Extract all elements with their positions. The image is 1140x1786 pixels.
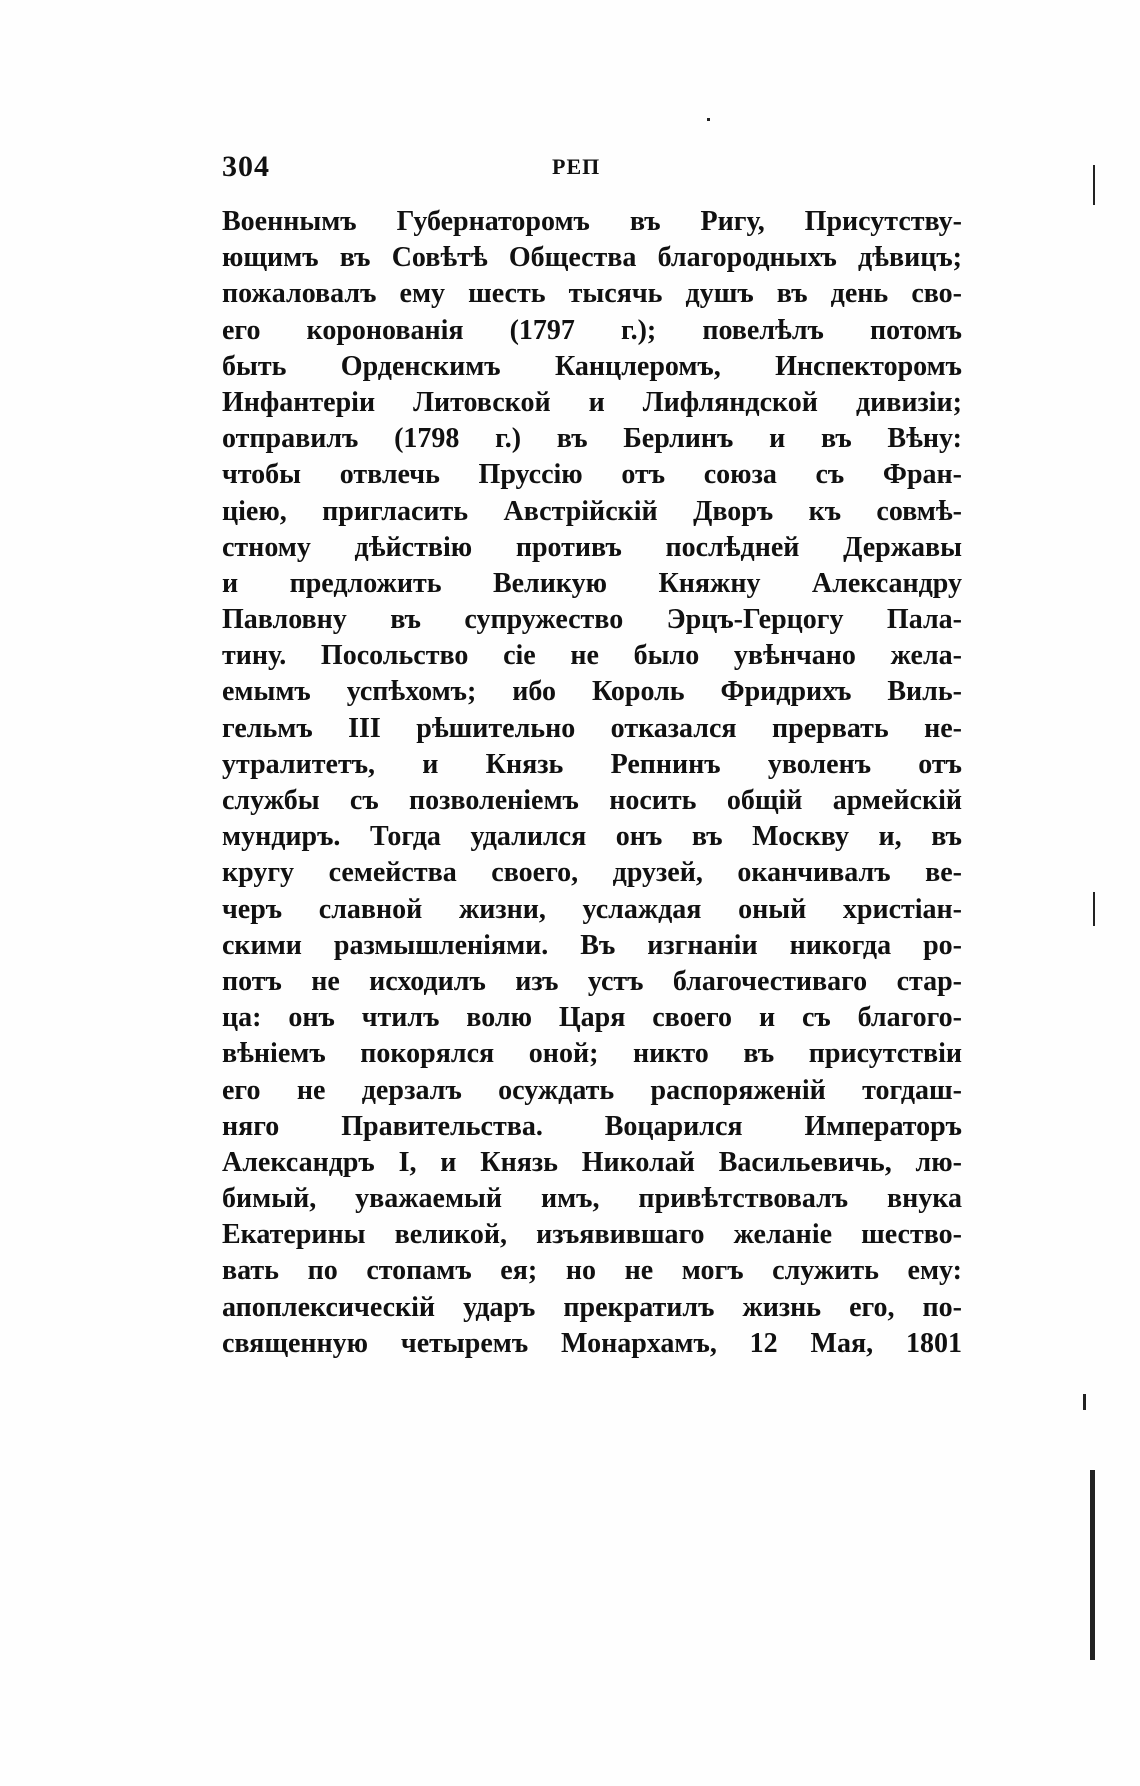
text-line: апоплексическій ударъ прекратилъ жизнь его, по- bbox=[222, 1291, 962, 1323]
page-header bbox=[222, 150, 962, 194]
text-line: и предложить Великую Княжну Александру bbox=[222, 567, 962, 599]
text-line: ца: онъ чтилъ волю Царя своего и съ благого- bbox=[222, 1002, 962, 1034]
text-line: тину. Посольство сіе не было увѣнчано жела- bbox=[222, 640, 962, 672]
text-line: мундиръ. Тогда удалился онъ въ Москву и, въ bbox=[222, 821, 962, 853]
text-line: службы съ позволеніемъ носить общій армейскій bbox=[222, 785, 962, 816]
scan-artifact-mark bbox=[1090, 1470, 1095, 1660]
text-line: Павловну въ супружество Эрцъ-Герцогу Пала- bbox=[222, 604, 962, 636]
text-line: вать по стопамъ ея; но не могъ служить ему: bbox=[222, 1255, 962, 1287]
text-line: быть Орденскимъ Канцлеромъ, Инспекторомъ bbox=[222, 350, 962, 382]
text-line: Инфантеріи Литовской и Лифляндской дивизіи; bbox=[222, 386, 962, 418]
text-line: священную четыремъ Монархамъ, 12 Мая, 1801 bbox=[222, 1327, 962, 1359]
text-line: утралитетъ, и Князь Репнинъ уволенъ отъ bbox=[222, 748, 962, 780]
text-line: емымъ успѣхомъ; ибо Король Фридрихъ Виль- bbox=[222, 676, 962, 708]
text-line: чтобы отвлечь Пруссію отъ союза съ Фран- bbox=[222, 459, 962, 491]
body-text bbox=[222, 204, 962, 1362]
text-line: Екатерины великой, изъявившаго желаніе шество- bbox=[222, 1219, 962, 1251]
text-line: стному дѣйствію противъ послѣдней Державы bbox=[222, 531, 962, 563]
page-number: 304 bbox=[222, 150, 270, 183]
text-line: вѣніемъ покорялся оной; никто въ присутствіи bbox=[222, 1038, 962, 1070]
text-line: его коронованія (1797 г.); повелѣлъ потомъ bbox=[222, 314, 962, 346]
text-line: скими размышленіями. Въ изгнаніи никогда ро- bbox=[222, 929, 962, 961]
scan-artifact-mark bbox=[1083, 1394, 1086, 1410]
text-line: его не дерзалъ осуждать распоряженій тогдаш- bbox=[222, 1074, 962, 1106]
scan-artifact-mark bbox=[1093, 165, 1095, 205]
text-line: ціею, пригласить Австрійскій Дворъ къ совмѣ- bbox=[222, 495, 962, 527]
text-line: Александръ I, и Князь Николай Васильевичь, лю- bbox=[222, 1146, 962, 1178]
running-head: РЕП bbox=[552, 154, 601, 179]
scan-artifact-mark bbox=[1093, 892, 1095, 926]
text-line: бимый, уважаемый имъ, привѣтствовалъ внука bbox=[222, 1183, 962, 1215]
text-line: пожаловалъ ему шесть тысячь душъ въ день сво- bbox=[222, 278, 962, 310]
text-line: кругу семейства своего, друзей, оканчивалъ ве- bbox=[222, 857, 962, 889]
text-line: ющимъ въ Совѣтѣ Общества благородныхъ дѣвицъ; bbox=[222, 242, 962, 274]
text-line: отправилъ (1798 г.) въ Берлинъ и въ Вѣну: bbox=[222, 423, 962, 455]
text-line: гельмъ III рѣшительно отказался прервать не- bbox=[222, 712, 962, 744]
text-line: потъ не исходилъ изъ устъ благочестиваго стар- bbox=[222, 965, 962, 997]
text-line: черъ славной жизни, услаждая оный христіан- bbox=[222, 893, 962, 925]
text-line: Военнымъ Губернаторомъ въ Ригу, Присутству- bbox=[222, 206, 962, 237]
scan-artifact-mark bbox=[707, 118, 710, 121]
text-line: няго Правительства. Воцарился Императоръ bbox=[222, 1110, 962, 1142]
